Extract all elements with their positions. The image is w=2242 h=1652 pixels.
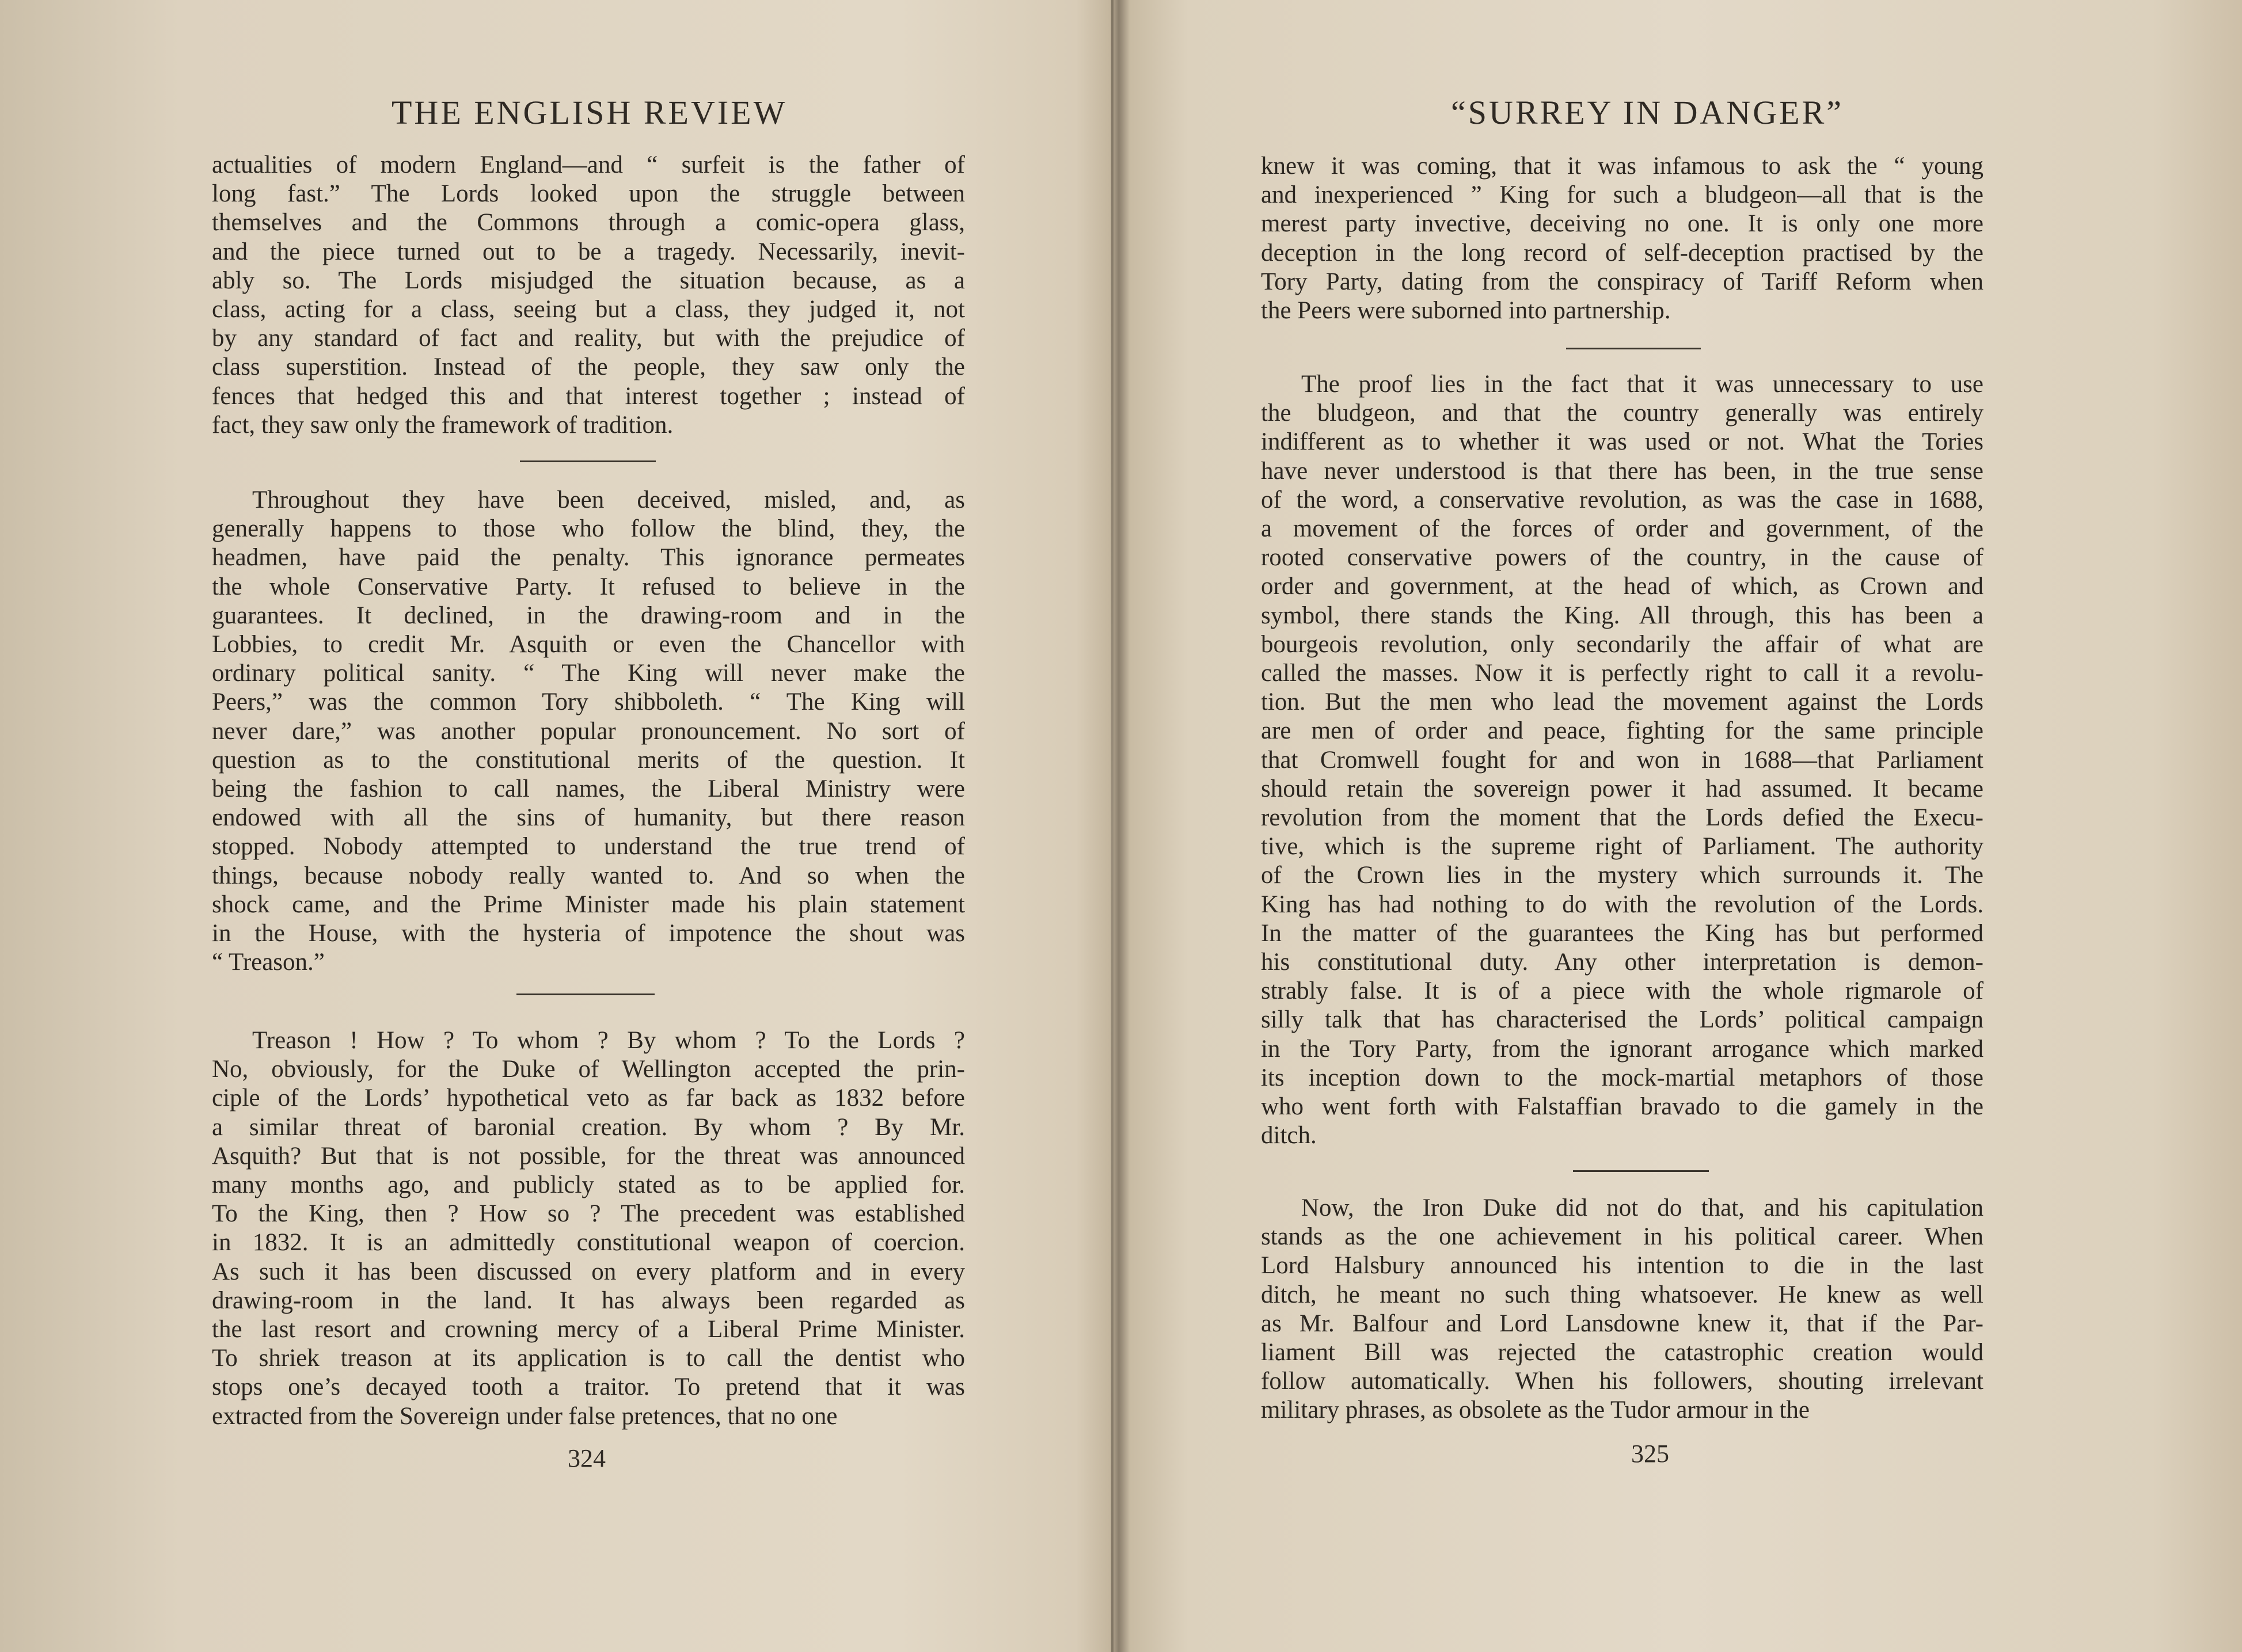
- text-line: tive, which is the supreme right of Parliament. The authority: [1261, 833, 1983, 861]
- running-head-left: THE ENGLISH REVIEW: [392, 94, 788, 131]
- text-line: actualities of modern England—and “ surfeit is the father of: [212, 151, 965, 178]
- text-line: class, acting for a class, seeing but a class, they judged it, not: [212, 296, 965, 323]
- text-line: in the House, with the hysteria of impotence the shout was: [212, 920, 965, 947]
- text-line: military phrases, as obsolete as the Tudor armour in the: [1261, 1396, 1810, 1424]
- text-line: are men of order and peace, fighting for the same principle: [1261, 717, 1983, 745]
- text-line: long fast.” The Lords looked upon the struggle between: [212, 180, 965, 208]
- paragraph-left-3: [212, 1026, 965, 1431]
- text-line: of the word, a conservative revolution, as was the case in 1688,: [1261, 486, 1983, 513]
- text-line: No, obviously, for the Duke of Wellington accepted the prin-: [212, 1056, 965, 1083]
- text-line: the bludgeon, and that the country generally was entirely: [1261, 399, 1983, 427]
- text-line: To the King, then ? How so ? The precedent was established: [212, 1200, 965, 1228]
- text-line: strably false. It is of a piece with the whole rigmarole of: [1261, 977, 1983, 1005]
- text-line: that Cromwell fought for and won in 1688—that Parliament: [1261, 746, 1983, 774]
- text-line: by any standard of fact and reality, but with the prejudice of: [212, 325, 965, 352]
- right-page: [1117, 0, 2242, 1652]
- text-line: bourgeois revolution, only secondarily the affair of what are: [1261, 630, 1983, 658]
- page-number-right: 325: [1631, 1440, 1669, 1468]
- text-line: extracted from the Sovereign under false pretences, that no one: [212, 1402, 838, 1430]
- text-line: stands as the one achievement in his political career. When: [1261, 1223, 1983, 1251]
- text-line: have never understood is that there has been, in the true sense: [1261, 457, 1983, 485]
- text-line: ordinary political sanity. “ The King will never make the: [212, 660, 965, 687]
- text-line: ditch.: [1261, 1122, 1317, 1149]
- paragraph-right-1: [1261, 152, 1983, 325]
- text-line: knew it was coming, that it was infamous to ask the “ young: [1261, 153, 1983, 180]
- text-line: ditch, he meant no such thing whatsoever. He knew as well: [1261, 1281, 1983, 1308]
- text-line: liament Bill was rejected the catastrophic creation would: [1261, 1339, 1983, 1366]
- text-line: stopped. Nobody attempted to understand the true trend of: [212, 833, 965, 861]
- paragraph-right-3: [1261, 1194, 1983, 1425]
- text-line: endowed with all the sins of humanity, but there reason: [212, 804, 965, 832]
- text-line: called the masses. Now it is perfectly right to call it a revolu-: [1261, 660, 1983, 687]
- section-divider-left-2: [516, 994, 655, 995]
- text-line: as Mr. Balfour and Lord Lansdowne knew it, that if the Par-: [1261, 1310, 1983, 1337]
- text-line: rooted conservative powers of the country, in the cause of: [1261, 544, 1983, 572]
- text-line: follow automatically. When his followers, shouting irrelevant: [1261, 1368, 1983, 1395]
- text-line: in the Tory Party, from the ignorant arrogance which marked: [1261, 1035, 1983, 1063]
- text-line: the last resort and crowning mercy of a Liberal Prime Minister.: [212, 1316, 965, 1343]
- text-line: the whole Conservative Party. It refused to believe in the: [212, 573, 965, 600]
- section-divider-left-1: [520, 460, 656, 462]
- text-line: Tory Party, dating from the conspiracy of Tariff Reform when: [1261, 268, 1983, 295]
- running-head-right: “SURREY IN DANGER”: [1451, 94, 1844, 131]
- text-line: ably so. The Lords misjudged the situation because, as a: [212, 267, 965, 294]
- text-line: Lord Halsbury announced his intention to die in the last: [1261, 1252, 1983, 1280]
- text-line: In the matter of the guarantees the King has but performed: [1261, 919, 1983, 947]
- text-line: “ Treason.”: [212, 949, 325, 976]
- text-line: generally happens to those who follow the blind, they, the: [212, 515, 965, 543]
- text-line: its inception down to the mock-martial metaphors of those: [1261, 1064, 1983, 1091]
- text-line: Lobbies, to credit Mr. Asquith or even the Chancellor with: [212, 631, 965, 658]
- text-line: drawing-room in the land. It has always been regarded as: [212, 1286, 965, 1314]
- paragraph-left-1: [212, 151, 965, 440]
- text-line: King has had nothing to do with the revolution of the Lords.: [1261, 890, 1983, 918]
- text-line: who went forth with Falstaffian bravado to die gamely in the: [1261, 1093, 1983, 1121]
- text-line: Treason ! How ? To whom ? By whom ? To the Lords ?: [252, 1027, 965, 1054]
- text-line: many months ago, and publicly stated as to be applied for.: [212, 1171, 965, 1199]
- text-line: To shriek treason at its application is to call the dentist who: [212, 1345, 965, 1372]
- text-line: ciple of the Lords’ hypothetical veto as far back as 1832 before: [212, 1084, 965, 1112]
- text-line: order and government, at the head of which, as Crown and: [1261, 573, 1983, 600]
- text-line: question as to the constitutional merits of the question. It: [212, 746, 965, 774]
- text-line: themselves and the Commons through a comic-opera glass,: [212, 209, 965, 237]
- text-line: of the Crown lies in the mystery which surrounds it. The: [1261, 862, 1983, 889]
- text-line: Now, the Iron Duke did not do that, and his capitulation: [1301, 1194, 1983, 1221]
- text-line: never dare,” was another popular pronouncement. No sort of: [212, 717, 965, 745]
- text-line: class superstition. Instead of the people, they saw only the: [212, 353, 965, 381]
- text-line: fences that hedged this and that interest together ; instead of: [212, 382, 965, 410]
- text-line: the Peers were suborned into partnership.: [1261, 297, 1671, 325]
- paragraph-left-2: [212, 486, 965, 977]
- text-line: his constitutional duty. Any other interpretation is demon-: [1261, 949, 1983, 976]
- text-line: shock came, and the Prime Minister made his plain statement: [212, 890, 965, 918]
- text-line: and inexperienced ” King for such a bludgeon—all that is the: [1261, 181, 1983, 209]
- left-page: [0, 0, 1111, 1652]
- text-line: silly talk that has characterised the Lords’ political campaign: [1261, 1006, 1983, 1034]
- text-line: should retain the sovereign power it had assumed. It became: [1261, 775, 1983, 802]
- page-number-left: 324: [568, 1444, 606, 1472]
- text-line: Asquith? But that is not possible, for the threat was announced: [212, 1142, 965, 1170]
- text-line: Peers,” was the common Tory shibboleth. “ The King will: [212, 688, 965, 716]
- text-line: tion. But the men who lead the movement against the Lords: [1261, 688, 1983, 716]
- text-line: The proof lies in the fact that it was unnecessary to use: [1301, 371, 1983, 398]
- section-divider-right-2: [1573, 1170, 1709, 1172]
- text-line: indifferent as to whether it was used or not. What the Tories: [1261, 428, 1983, 456]
- text-line: merest party invective, deceiving no one. It is only one more: [1261, 210, 1983, 238]
- text-line: As such it has been discussed on every platform and in every: [212, 1258, 965, 1285]
- paragraph-right-2: [1261, 370, 1983, 1150]
- text-line: headmen, have paid the penalty. This ignorance permeates: [212, 544, 965, 572]
- text-line: Throughout they have been deceived, misled, and, as: [252, 486, 965, 513]
- text-line: things, because nobody really wanted to. And so when the: [212, 862, 965, 889]
- text-line: in 1832. It is an admittedly constitutional weapon of coercion.: [212, 1229, 965, 1257]
- text-line: revolution from the moment that the Lords defied the Execu-: [1261, 804, 1983, 832]
- text-line: guarantees. It declined, in the drawing-room and in the: [212, 602, 965, 629]
- text-line: a similar threat of baronial creation. By whom ? By Mr.: [212, 1113, 965, 1141]
- text-line: stops one’s decayed tooth a traitor. To pretend that it was: [212, 1373, 965, 1401]
- section-divider-right-1: [1566, 348, 1701, 349]
- book-gutter: [1111, 0, 1114, 1652]
- text-line: fact, they saw only the framework of tradition.: [212, 411, 674, 439]
- text-line: a movement of the forces of order and government, of the: [1261, 515, 1983, 543]
- text-line: being the fashion to call names, the Liberal Ministry were: [212, 775, 965, 803]
- text-line: and the piece turned out to be a tragedy. Necessarily, inevit-: [212, 238, 965, 265]
- text-line: symbol, there stands the King. All through, this has been a: [1261, 602, 1983, 629]
- text-line: deception in the long record of self-deception practised by the: [1261, 239, 1983, 267]
